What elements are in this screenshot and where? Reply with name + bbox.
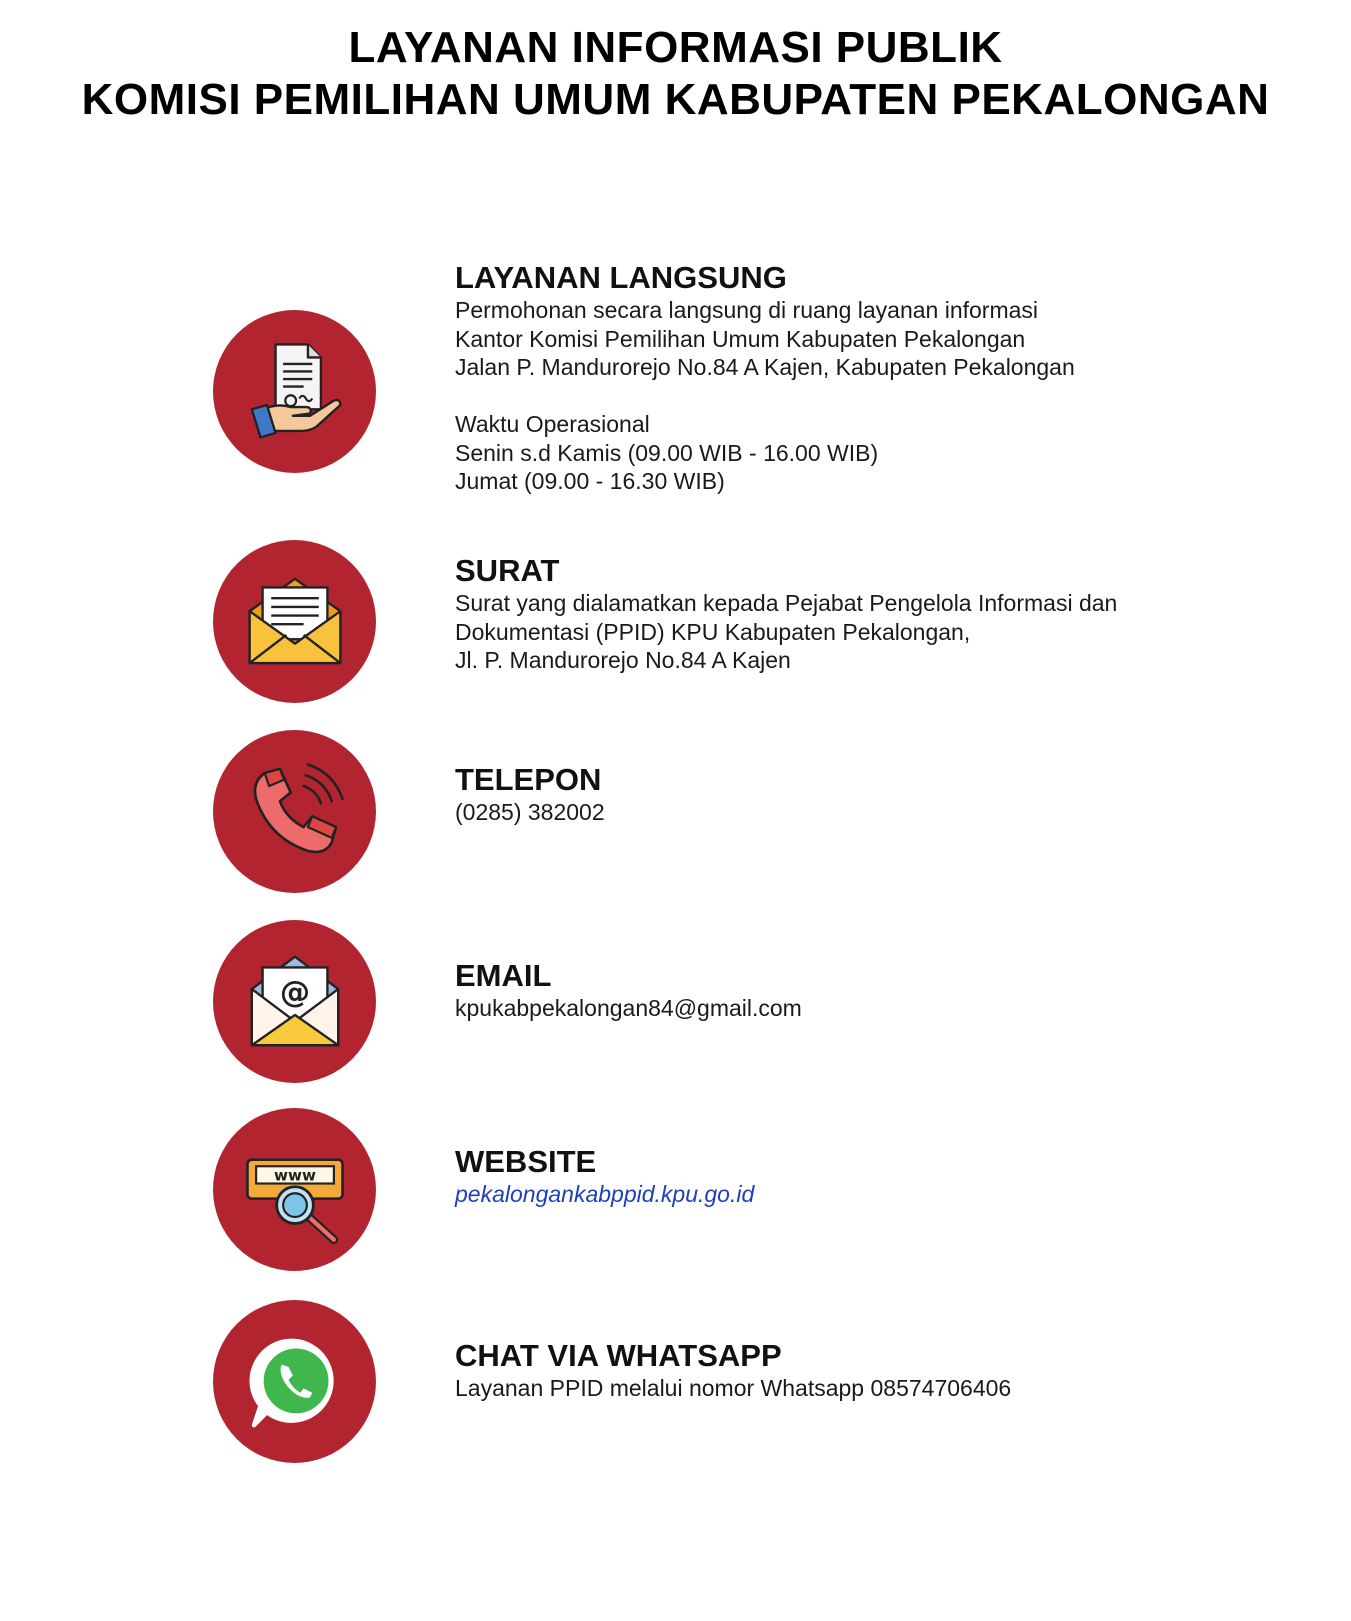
- phone-icon: [241, 758, 349, 866]
- direct-service-line: Jalan P. Mandurorejo No.84 A Kajen, Kabupaten Pekalongan: [455, 354, 1075, 380]
- operating-hours-line: Jumat (09.00 - 16.30 WIB): [455, 468, 725, 494]
- email-text: [455, 958, 1315, 1023]
- letter-circle: [213, 540, 376, 703]
- direct-service-text: [455, 260, 1315, 496]
- website-heading: WEBSITE: [455, 1144, 597, 1179]
- document-hand-icon: [241, 338, 349, 446]
- web-search-icon: [241, 1136, 349, 1244]
- letter-line: Jl. P. Mandurorejo No.84 A Kajen: [455, 647, 791, 673]
- direct-service-circle: [213, 310, 376, 473]
- letter-heading: SURAT: [455, 553, 560, 588]
- direct-service-line: Permohonan secara langsung di ruang layanan informasi: [455, 297, 1039, 323]
- email-at-icon: [241, 948, 349, 1056]
- website-text: [455, 1144, 1315, 1209]
- operating-hours-title: Waktu Operasional: [455, 411, 650, 437]
- svg-text:www: www: [273, 1165, 316, 1184]
- whatsapp-heading: CHAT VIA WHATSAPP: [455, 1338, 782, 1373]
- direct-service-heading: LAYANAN LANGSUNG: [455, 260, 787, 295]
- page-header: [0, 22, 1351, 126]
- whatsapp-text: [455, 1338, 1315, 1403]
- envelope-letter-icon: [241, 568, 349, 676]
- page-title-line-1: LAYANAN INFORMASI PUBLIK: [348, 23, 1003, 72]
- operating-hours-line: Senin s.d Kamis (09.00 WIB - 16.00 WIB): [455, 439, 879, 466]
- letter-line: Surat yang dialamatkan kepada Pejabat Pengelola Informasi dan: [455, 590, 1118, 616]
- phone-circle: [213, 730, 376, 893]
- whatsapp-circle: [213, 1300, 376, 1463]
- letter-line: Dokumentasi (PPID) KPU Kabupaten Pekalongan,: [455, 618, 971, 645]
- svg-text:@: @: [279, 974, 310, 1010]
- whatsapp-line: Layanan PPID melalui nomor Whatsapp 08574706406: [455, 1375, 1012, 1401]
- phone-number: (0285) 382002: [455, 799, 605, 825]
- email-circle: [213, 920, 376, 1083]
- letter-text: [455, 553, 1315, 675]
- email-address: kpukabpekalongan84@gmail.com: [455, 995, 802, 1021]
- page-title-line-2: KOMISI PEMILIHAN UMUM KABUPATEN PEKALONGAN: [81, 75, 1270, 124]
- email-heading: EMAIL: [455, 958, 552, 993]
- website-circle: [213, 1108, 376, 1271]
- direct-service-line: Kantor Komisi Pemilihan Umum Kabupaten Pekalongan: [455, 325, 1026, 352]
- whatsapp-icon: [241, 1328, 349, 1436]
- spacer: [455, 382, 1315, 411]
- website-link[interactable]: pekalongankabppid.kpu.go.id: [455, 1181, 755, 1207]
- phone-text: [455, 762, 1315, 827]
- phone-heading: TELEPON: [455, 762, 602, 797]
